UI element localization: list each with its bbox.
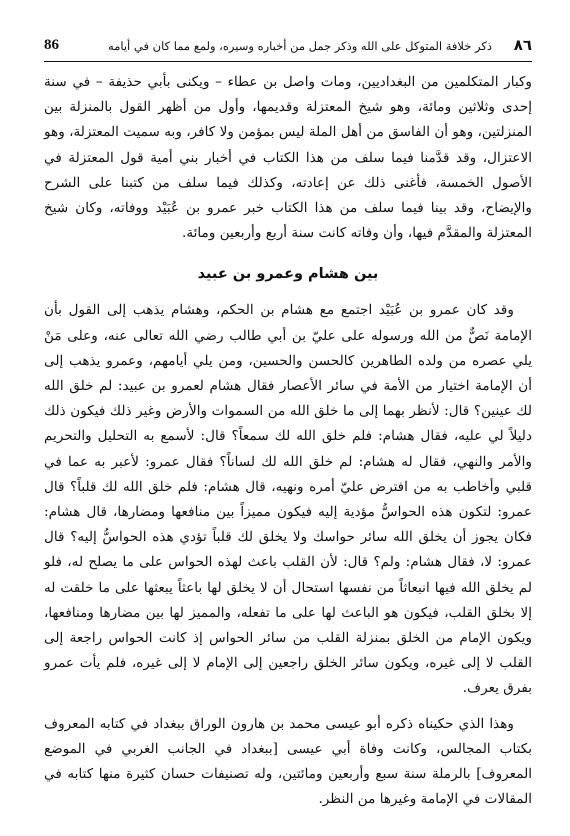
page-number-arabic: ٨٦ [513,36,532,54]
header-divider [44,61,532,62]
running-title: ذكر خلافة المتوكل على الله وذكر جمل من أخباره وسيره، ولمع مما كان في أيامه [108,39,492,53]
main-text [44,70,532,812]
section-heading: بين هشام وعمرو بن عبيد [197,266,379,283]
paragraph: وكبار المتكلمين من البغداديين، ومات واصل بن عطاء – ويكنى بأبي حذيفة – في سنة إحدى وثلاثين ومائة، وهو شيخ المعتزلة وقديمها، وأول من أظهر القول بالمنزلة بين المنزلتين، وهو أن الفاسق من أهل الملة ليس بمؤمن ولا كافر، وبه سميت المعتزلة، وهو الاعتزال، وقد قدَّمنا فيما سلف من هذا الكتاب في أخبار بني أمية قول المعتزلة في الأصول الخمسة، فأغنى ذلك عن إعادته، وكذلك فيما سلف من كتبنا على الشرح والإيضاح، وقد بينا فيما سلف من هذا الكتاب خبر عمرو بن عُبَيْد ووفاته، وكان شيخ المعتزلة والمقدَّم فيها، وأن وفاته كانت سنة أربع وأربعين ومائة. [44,74,532,242]
paragraph: وهذا الذي حكيناه ذكره أبو عيسى محمد بن هارون الوراق ببغداد في كتابه المعروف بكتاب المجالس، وكانت وفاة أبي عيسى [ببغداد في الجانب الغربي في الموضع المعروف] بالرملة سنة سبع وأربعين ومائتين، وله تصنيفات حسان كثيرة منها كتابه في المقالات في الإمامة وغيرها من النظر. [44,715,532,808]
page-number-latin: 86 [44,37,59,53]
paragraph: وقد كان عمرو بن عُبَيْد اجتمع مع هشام بن الحكم، وهشام يذهب إلى القول بأن الإمامة نَصٌّ من الله ورسوله على عليّ بن أبي طالب رضي الله تعالى عنه، وعلى مَنْ يلي عصره من ولده الطاهرين كالحسن والحسين، ومن يلي أيامهم، وعمرو يذهب إلى أن الإمامة اختيار من الأمة في سائر الأعصار فقال هشام لعمرو بن عبيد: لم خلق الله لك عينين؟ قال: لأنظر بهما إلى ما خلق الله من السموات والأرض وغير ذلك فيكون ذلك دليلاً لي عليه، فقال هشام: فلم خلق الله لك سمعاً؟ قال: لأسمع به التحليل والتحريم والأمر والنهي، فقال له هشام: لم خلق الله لك لساناً؟ فقال عمرو: لأعبر به عما في قلبي وأخاطب به من افترض عليّ أمره ونهيه، قال هشام: فلم خلق الله لك قلباً؟ قال عمرو: لتكون هذه الحواسُّ مؤدية إليه فيكون مميزاً بين منافعها ومضارها، قال هشام: فكان يجوز أن يخلق الله سائر حواسك ولا يخلق لك قلباً تؤدي هذه الحواسُّ إليه؟ قال عمرو: لا، فقال هشام: ولم؟ قال: لأن القلب باعث لهذه الحواس على ما يصلح له، فلو لم يخلق الله فيها انبعاثاً من نفسها استحال أن لا يخلق لها باعثاً يبعثها على ما خلقت له إلا بخلق القلب، فيكون هو الباعث لها على ما تفعله، والمميز لها بين مضارها ومنافعها، ويكون الإمام من الخلق بمنزلة القلب من سائر الحواس إذ كانت الحواس راجعة إلى القلب لا إلى غيره، ويكون سائر الخلق راجعين إلى الإمام لا إلى غيره، فلم يأت عمرو بفرق يعرف. [44,302,532,697]
running-header [44,36,532,58]
paragraph-gap [44,702,532,712]
